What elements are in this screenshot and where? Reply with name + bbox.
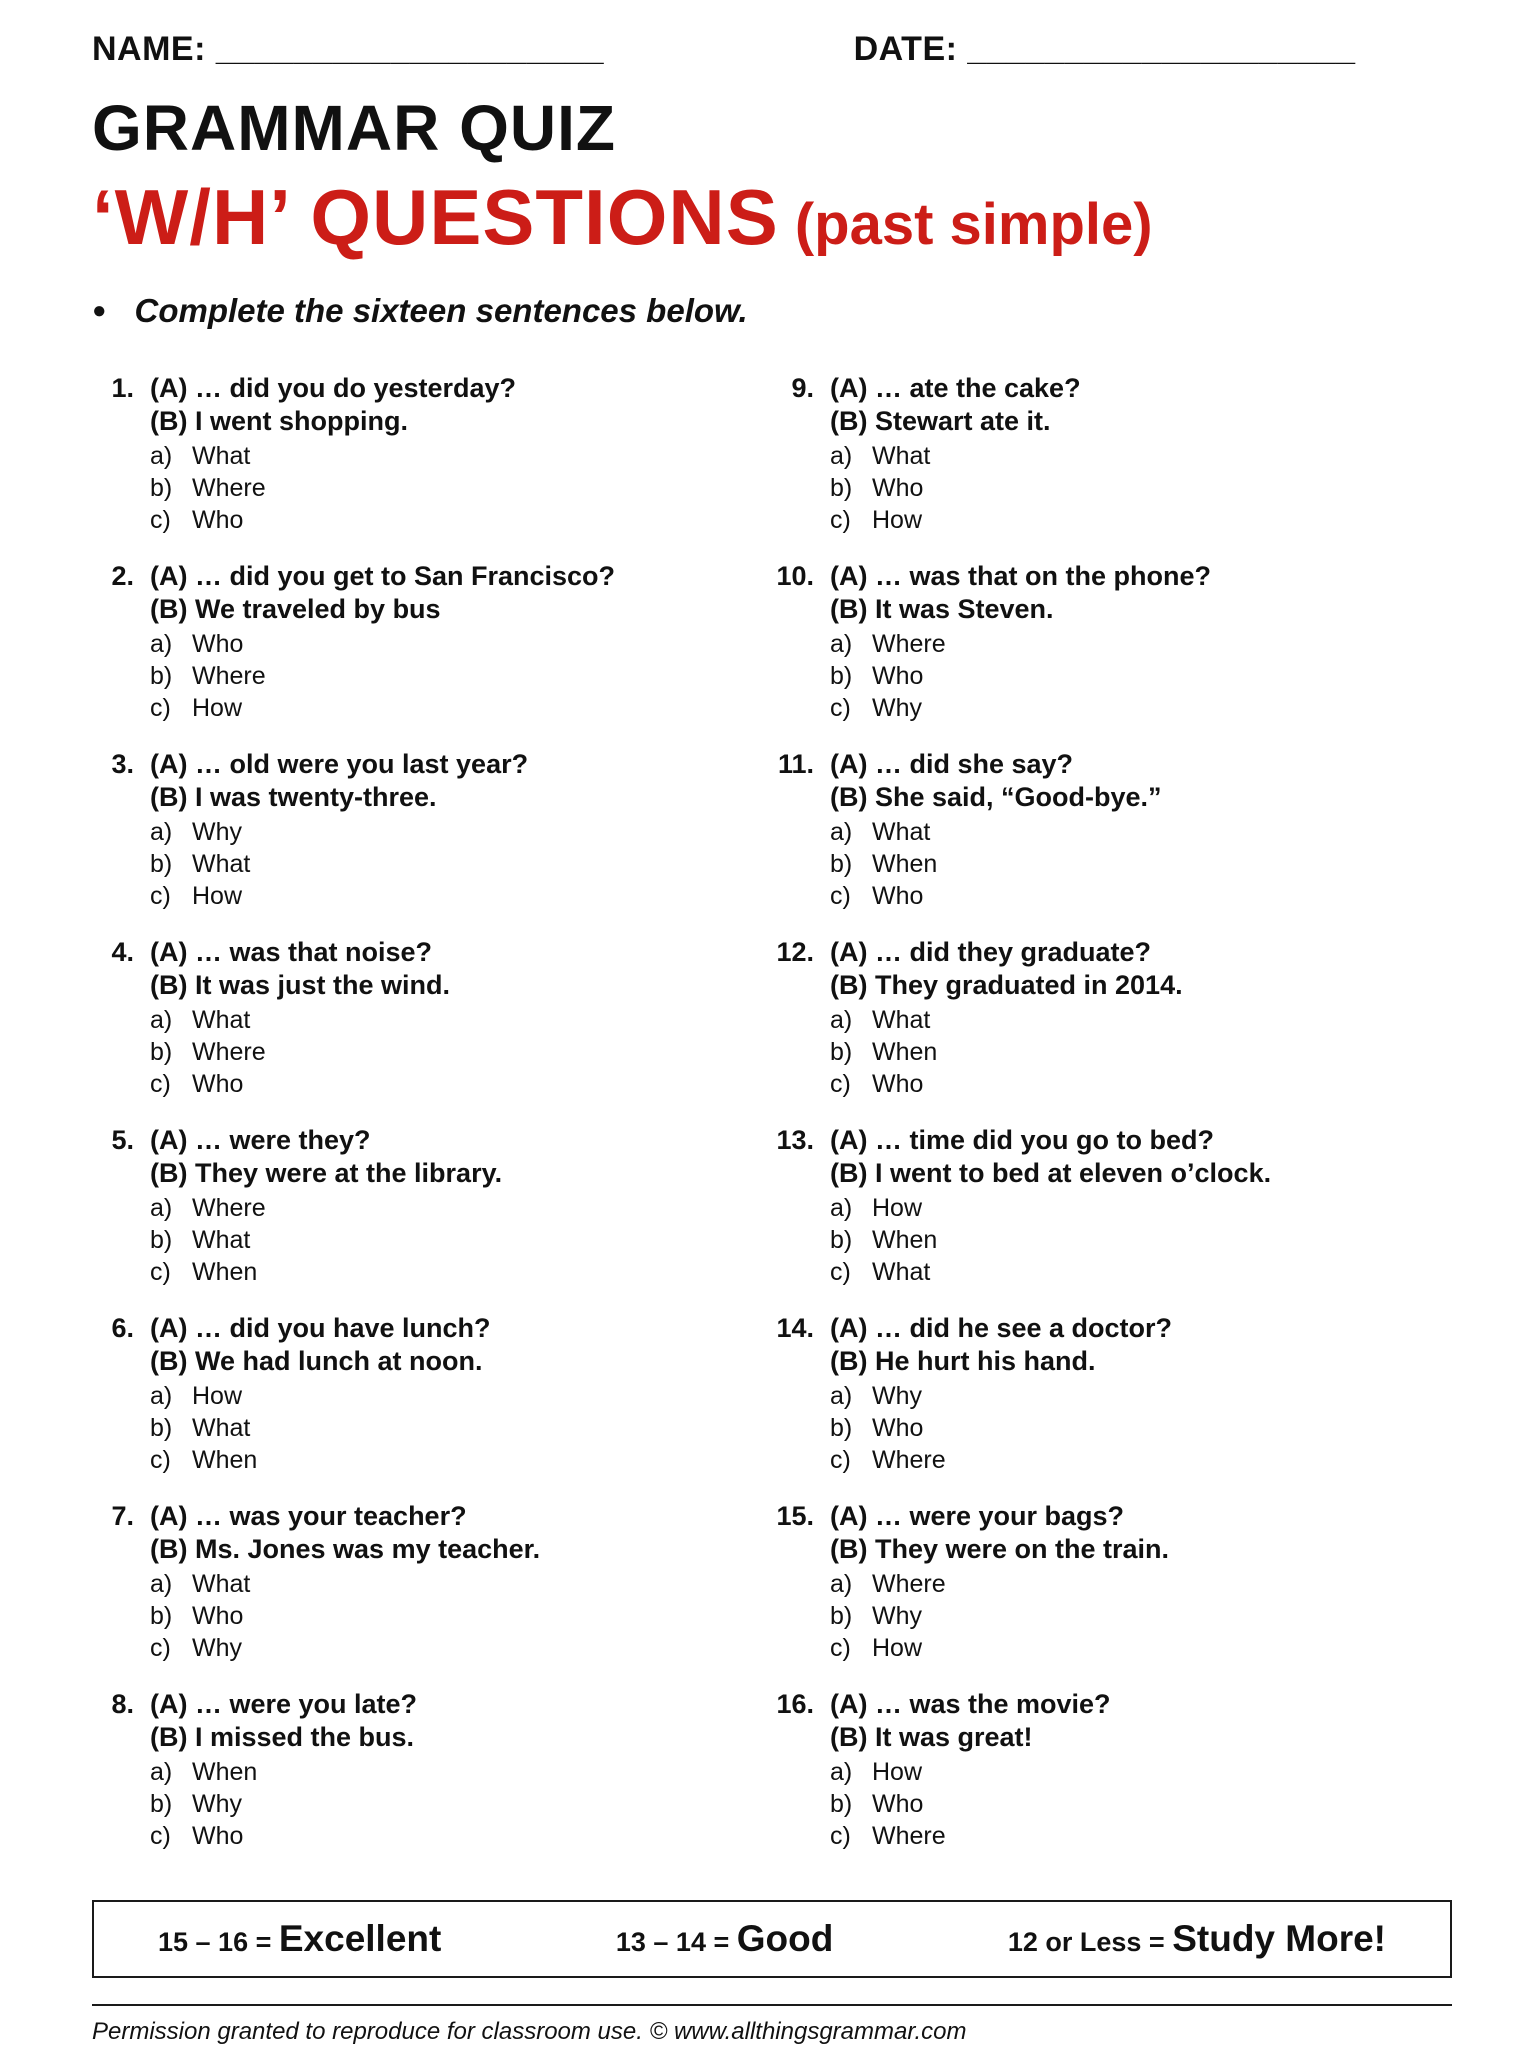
option-letter: a) (150, 630, 173, 659)
option-letter: c) (150, 694, 171, 723)
option-text: When (872, 850, 938, 879)
question-options (150, 1380, 772, 1476)
question-body (150, 1124, 772, 1288)
answer-option (150, 628, 772, 660)
question-item (772, 936, 1452, 1100)
option-text: Why (192, 1634, 242, 1663)
option-letter: c) (150, 506, 171, 535)
option-letter: a) (830, 1006, 853, 1035)
option-text: Where (192, 662, 266, 691)
answer-option (830, 1036, 1452, 1068)
answer-option (150, 1820, 772, 1852)
question-line-b: (B) They were on the train. (830, 1534, 1170, 1565)
name-date-row (92, 30, 1452, 69)
question-line-b: (B) They were at the library. (150, 1158, 503, 1189)
option-text: Where (872, 630, 946, 659)
question-body (830, 1124, 1452, 1288)
option-letter: a) (830, 442, 853, 471)
question-item (92, 372, 772, 536)
date-label: DATE: (853, 30, 958, 68)
question-item (92, 936, 772, 1100)
score-range: 13 – 14 = (615, 1927, 737, 1958)
footer-text: Permission granted to reproduce for classroom use. © www.allthingsgrammar.com (92, 2018, 967, 2046)
question-body (150, 1688, 772, 1852)
score-range: 12 or Less = (1007, 1927, 1173, 1958)
option-text: Who (872, 474, 924, 503)
question-line-b: (B) Ms. Jones was my teacher. (150, 1534, 541, 1565)
question-body (150, 372, 772, 536)
question-line-a: (A) … was that noise? (150, 937, 433, 968)
question-line-a: (A) … was your teacher? (150, 1501, 467, 1532)
option-text: Where (872, 1570, 946, 1599)
option-letter: c) (150, 1258, 171, 1287)
answer-option (830, 1632, 1452, 1664)
question-line-a: (A) … were they? (150, 1125, 371, 1156)
question-item (92, 1500, 772, 1664)
question-line-b: (B) I missed the bus. (150, 1722, 415, 1753)
option-letter: b) (150, 662, 173, 691)
question-item (772, 1124, 1452, 1288)
question-line-a: (A) … ate the cake? (830, 373, 1081, 404)
question-options (150, 440, 772, 536)
option-text: When (192, 1758, 258, 1787)
option-text: Why (192, 818, 242, 847)
answer-option (830, 1380, 1452, 1412)
answer-option (830, 1600, 1452, 1632)
question-line-a: (A) … did you have lunch? (150, 1313, 491, 1344)
option-text: Where (872, 1446, 946, 1475)
question-body (150, 936, 772, 1100)
option-text: Who (192, 1822, 244, 1851)
option-letter: c) (830, 882, 851, 911)
option-letter: c) (830, 1070, 851, 1099)
question-line-b: (B) She said, “Good-bye.” (830, 782, 1162, 813)
answer-option (830, 848, 1452, 880)
question-options (150, 816, 772, 912)
answer-option (830, 816, 1452, 848)
option-letter: c) (830, 694, 851, 723)
option-text: What (192, 1006, 251, 1035)
question-line-a: (A) … time did you go to bed? (830, 1125, 1214, 1156)
score-grade: Study More! (1172, 1918, 1386, 1960)
answer-option (150, 1004, 772, 1036)
name-blank-line: ____________________ (215, 30, 605, 68)
questions-column-right (772, 372, 1452, 1876)
option-letter: b) (150, 1038, 173, 1067)
option-letter: b) (150, 1226, 173, 1255)
name-label: NAME: (92, 30, 206, 68)
question-line-b: (B) I went to bed at eleven o’clock. (830, 1158, 1272, 1189)
option-letter: a) (830, 1570, 853, 1599)
question-number: 8. (111, 1689, 134, 1720)
date-blank-line: ____________________ (967, 30, 1356, 68)
option-letter: c) (830, 506, 851, 535)
question-line-a: (A) … did he see a doctor? (830, 1313, 1173, 1344)
question-item (772, 1500, 1452, 1664)
option-text: What (192, 1226, 251, 1255)
answer-option (150, 1256, 772, 1288)
option-text: When (872, 1226, 938, 1255)
question-line-a: (A) … did she say? (830, 749, 1074, 780)
question-number: 5. (111, 1125, 134, 1156)
answer-option (150, 1632, 772, 1664)
question-body (830, 1500, 1452, 1664)
option-text: Why (872, 694, 922, 723)
score-range: 15 – 16 = (158, 1927, 279, 1958)
score-item-study-more (1008, 1918, 1386, 1960)
option-text: How (872, 1634, 923, 1663)
option-text: How (192, 882, 243, 911)
question-options (150, 628, 772, 724)
question-line-b: (B) Stewart ate it. (830, 406, 1051, 437)
option-text: What (192, 1414, 251, 1443)
option-letter: c) (150, 1822, 171, 1851)
question-number: 14. (776, 1313, 814, 1344)
answer-option (150, 1444, 772, 1476)
option-text: Who (192, 1070, 244, 1099)
option-letter: c) (830, 1822, 851, 1851)
question-options (830, 1380, 1452, 1476)
answer-option (830, 504, 1452, 536)
answer-option (830, 1820, 1452, 1852)
option-letter: c) (830, 1446, 851, 1475)
question-number: 1. (111, 373, 134, 404)
answer-option (830, 660, 1452, 692)
answer-option (830, 880, 1452, 912)
option-text: Where (872, 1822, 946, 1851)
option-text: Where (192, 1194, 266, 1223)
option-text: Where (192, 474, 266, 503)
score-box (92, 1900, 1452, 1978)
option-letter: c) (150, 1446, 171, 1475)
question-body (830, 1688, 1452, 1852)
question-body (150, 748, 772, 912)
option-text: Who (192, 506, 244, 535)
option-letter: b) (150, 850, 173, 879)
question-number: 15. (776, 1501, 814, 1532)
question-options (150, 1756, 772, 1852)
question-number: 12. (776, 937, 814, 968)
question-options (830, 1004, 1452, 1100)
question-line-b: (B) It was Steven. (830, 594, 1054, 625)
question-options (150, 1568, 772, 1664)
quiz-subtitle-suffix: (past simple) (778, 192, 1153, 258)
answer-option (830, 1068, 1452, 1100)
answer-option (830, 1568, 1452, 1600)
option-letter: b) (150, 474, 173, 503)
option-letter: a) (830, 818, 853, 847)
question-number: 11. (777, 749, 814, 780)
answer-option (150, 472, 772, 504)
answer-option (830, 1004, 1452, 1036)
option-text: When (872, 1038, 938, 1067)
option-letter: a) (830, 1382, 853, 1411)
question-number: 13. (776, 1125, 814, 1156)
question-options (150, 1004, 772, 1100)
question-item (772, 560, 1452, 724)
option-letter: a) (150, 1570, 173, 1599)
question-line-a: (A) … were your bags? (830, 1501, 1125, 1532)
question-body (150, 560, 772, 724)
question-body (830, 1312, 1452, 1476)
question-options (830, 440, 1452, 536)
option-letter: c) (830, 1258, 851, 1287)
option-letter: a) (830, 630, 853, 659)
option-letter: b) (150, 1602, 173, 1631)
answer-option (150, 692, 772, 724)
option-letter: b) (830, 474, 853, 503)
option-text: Why (192, 1790, 242, 1819)
option-letter: a) (150, 1382, 173, 1411)
answer-option (830, 1224, 1452, 1256)
option-text: Who (872, 1414, 924, 1443)
instruction-text: Complete the sixteen sentences below. (134, 292, 748, 330)
option-text: How (872, 506, 923, 535)
question-line-a: (A) … did you get to San Francisco? (150, 561, 616, 592)
question-line-a: (A) … did they graduate? (830, 937, 1152, 968)
question-item (92, 1312, 772, 1476)
answer-option (830, 1756, 1452, 1788)
question-line-b: (B) I went shopping. (150, 406, 408, 437)
option-text: What (872, 1258, 931, 1287)
question-body (830, 560, 1452, 724)
question-body (830, 372, 1452, 536)
option-text: What (192, 850, 251, 879)
question-item (772, 748, 1452, 912)
answer-option (150, 1224, 772, 1256)
option-text: When (192, 1258, 258, 1287)
answer-option (150, 1036, 772, 1068)
option-text: How (872, 1758, 923, 1787)
answer-option (150, 1412, 772, 1444)
question-options (830, 628, 1452, 724)
question-line-a: (A) … were you late? (150, 1689, 418, 1720)
answer-option (150, 880, 772, 912)
option-text: What (192, 1570, 251, 1599)
option-letter: a) (150, 442, 173, 471)
quiz-subtitle (92, 173, 1452, 262)
question-item (772, 372, 1452, 536)
option-text: How (192, 1382, 243, 1411)
question-number: 4. (111, 937, 134, 968)
option-letter: c) (150, 1634, 171, 1663)
answer-option (150, 660, 772, 692)
answer-option (830, 1256, 1452, 1288)
option-text: Who (872, 1790, 924, 1819)
answer-option (150, 1600, 772, 1632)
option-text: What (872, 442, 931, 471)
option-text: What (192, 442, 251, 471)
option-text: Who (872, 1070, 924, 1099)
question-item (92, 560, 772, 724)
answer-option (830, 692, 1452, 724)
option-letter: b) (830, 1226, 853, 1255)
answer-option (150, 1068, 772, 1100)
answer-option (830, 628, 1452, 660)
question-number: 10. (776, 561, 814, 592)
option-letter: b) (830, 662, 853, 691)
score-item-good (616, 1918, 833, 1960)
answer-option (830, 1788, 1452, 1820)
question-options (830, 1192, 1452, 1288)
question-item (92, 748, 772, 912)
option-letter: b) (150, 1790, 173, 1819)
option-text: What (872, 818, 931, 847)
answer-option (150, 440, 772, 472)
option-text: Why (872, 1602, 922, 1631)
option-text: Who (192, 630, 244, 659)
question-line-a: (A) … was that on the phone? (830, 561, 1211, 592)
question-number: 2. (111, 561, 134, 592)
question-item (92, 1688, 772, 1852)
question-number: 16. (776, 1689, 814, 1720)
quiz-subtitle-main: ‘W/H’ QUESTIONS (92, 173, 779, 262)
option-letter: b) (150, 1414, 173, 1443)
question-number: 6. (111, 1313, 134, 1344)
question-body (830, 936, 1452, 1100)
question-options (830, 816, 1452, 912)
option-letter: c) (830, 1634, 851, 1663)
option-letter: a) (150, 1194, 173, 1223)
option-letter: c) (150, 1070, 171, 1099)
option-text: Why (872, 1382, 922, 1411)
question-body (150, 1500, 772, 1664)
question-line-b: (B) It was great! (830, 1722, 1033, 1753)
answer-option (830, 1444, 1452, 1476)
questions-grid (92, 372, 1452, 1876)
answer-option (150, 1568, 772, 1600)
option-text: Where (192, 1038, 266, 1067)
question-line-a: (A) … did you do yesterday? (150, 373, 517, 404)
question-number: 9. (791, 373, 814, 404)
name-field (92, 30, 854, 69)
option-letter: b) (830, 1602, 853, 1631)
answer-option (150, 1756, 772, 1788)
question-item (772, 1688, 1452, 1852)
question-item (92, 1124, 772, 1288)
option-letter: a) (830, 1194, 853, 1223)
question-line-b: (B) We had lunch at noon. (150, 1346, 483, 1377)
option-letter: c) (150, 882, 171, 911)
questions-column-left (92, 372, 772, 1876)
option-text: Who (192, 1602, 244, 1631)
option-text: Who (872, 882, 924, 911)
answer-option (150, 504, 772, 536)
option-letter: a) (150, 818, 173, 847)
answer-option (150, 1788, 772, 1820)
option-letter: a) (150, 1758, 173, 1787)
option-text: When (192, 1446, 258, 1475)
answer-option (830, 472, 1452, 504)
question-line-b: (B) He hurt his hand. (830, 1346, 1096, 1377)
question-line-b: (B) We traveled by bus (150, 594, 441, 625)
answer-option (830, 440, 1452, 472)
answer-option (150, 816, 772, 848)
question-line-a: (A) … was the movie? (830, 1689, 1111, 1720)
question-line-a: (A) … old were you last year? (150, 749, 529, 780)
score-grade: Good (736, 1918, 834, 1960)
score-grade: Excellent (278, 1918, 442, 1960)
instruction-line (92, 292, 1452, 330)
option-text: How (872, 1194, 923, 1223)
answer-option (150, 1380, 772, 1412)
question-number: 7. (111, 1501, 134, 1532)
question-options (830, 1568, 1452, 1664)
option-letter: b) (830, 1790, 853, 1819)
score-item-excellent (158, 1918, 441, 1960)
option-letter: b) (830, 1414, 853, 1443)
option-letter: b) (830, 850, 853, 879)
question-line-b: (B) I was twenty-three. (150, 782, 437, 813)
question-options (830, 1756, 1452, 1852)
question-options (150, 1192, 772, 1288)
option-text: Who (872, 662, 924, 691)
answer-option (150, 1192, 772, 1224)
bullet-icon: ● (92, 297, 107, 325)
question-number: 3. (111, 749, 134, 780)
answer-option (830, 1412, 1452, 1444)
question-line-b: (B) It was just the wind. (150, 970, 451, 1001)
answer-option (150, 848, 772, 880)
question-item (772, 1312, 1452, 1476)
question-line-b: (B) They graduated in 2014. (830, 970, 1183, 1001)
date-field (854, 30, 1452, 69)
option-letter: b) (830, 1038, 853, 1067)
option-letter: a) (830, 1758, 853, 1787)
answer-option (830, 1192, 1452, 1224)
question-body (150, 1312, 772, 1476)
option-letter: a) (150, 1006, 173, 1035)
option-text: How (192, 694, 243, 723)
question-body (830, 748, 1452, 912)
page-title: GRAMMAR QUIZ (92, 92, 616, 164)
option-text: What (872, 1006, 931, 1035)
footer (92, 2004, 1452, 2046)
